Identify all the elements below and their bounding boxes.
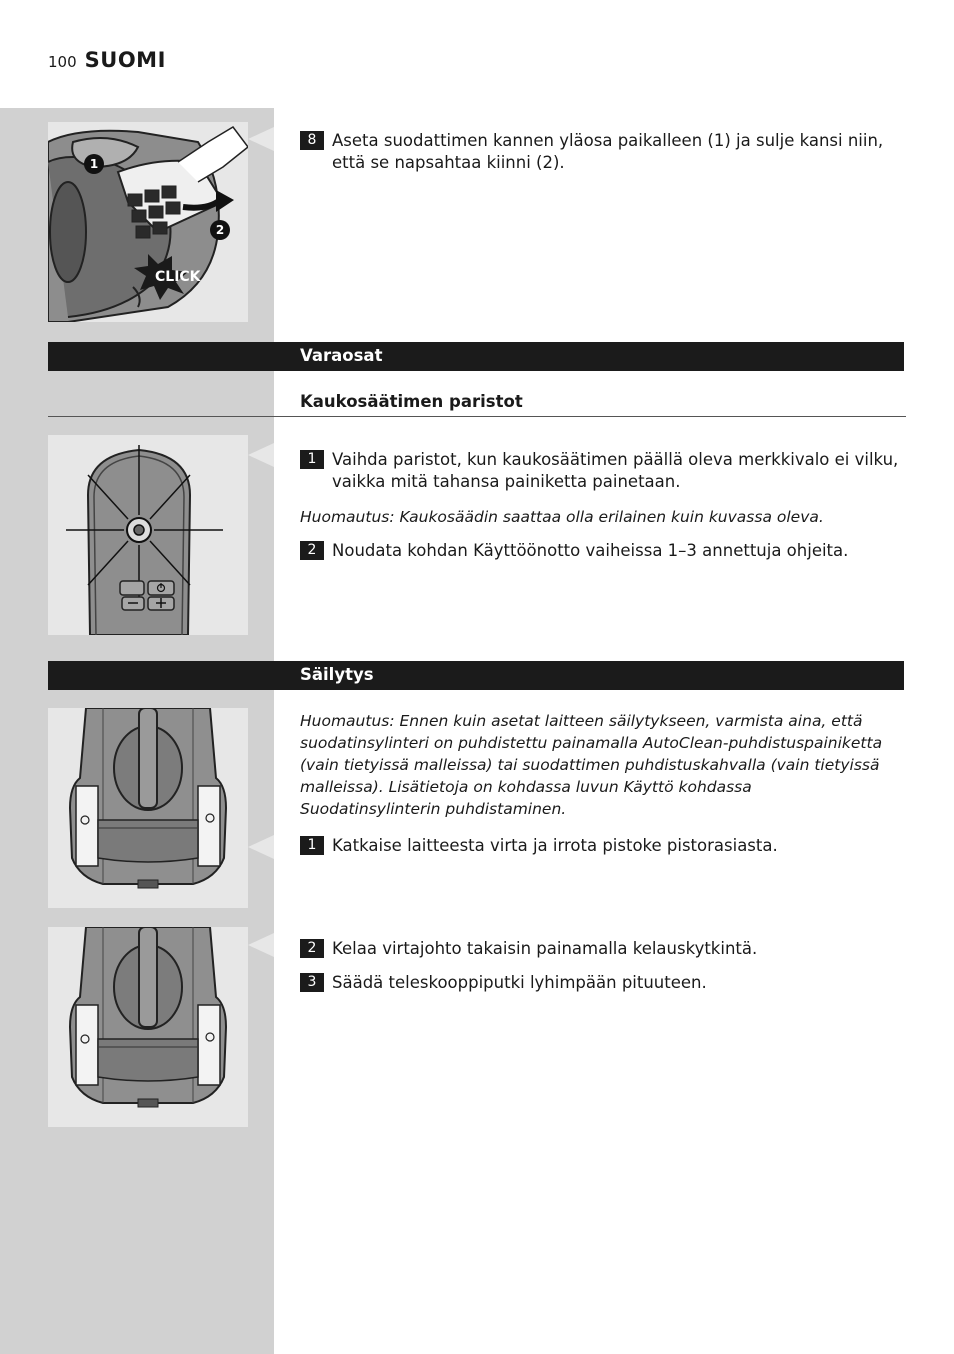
click-label: CLICK <box>155 269 201 285</box>
step-battery-1 <box>300 449 900 493</box>
step-badge-1: 1 <box>84 154 104 174</box>
step-text: Säädä teleskooppiputki lyhimpään pituuteen. <box>332 973 707 992</box>
step-text: Katkaise laitteesta virta ja irrota pistoke pistorasiasta. <box>332 836 778 855</box>
section-header-varaosat <box>48 342 904 371</box>
step-text: Noudata kohdan Käyttöönotto vaiheissa 1–3 annettuja ohjeita. <box>332 541 849 560</box>
page-number: 100 <box>48 53 77 71</box>
remote-control-illustration <box>48 435 248 635</box>
figure-pointer <box>248 933 274 957</box>
step-number: 2 <box>300 939 324 958</box>
step-text: Vaihda paristot, kun kaukosäätimen päällä oleva merkkivalo ei vilku, vaikka mitä tahansa painiketta painetaan. <box>332 450 899 491</box>
page-header <box>48 48 166 72</box>
vacuum-cord-rewind-illustration <box>48 927 248 1127</box>
section-title: Varaosat <box>300 346 383 365</box>
step-number: 1 <box>300 450 324 469</box>
step-8 <box>300 130 900 174</box>
filter-cover-illustration <box>48 122 248 322</box>
step-storage-3 <box>300 972 900 994</box>
language-title: SUOMI <box>84 48 166 72</box>
step-number: 1 <box>300 836 324 855</box>
subheading-rule <box>48 416 906 417</box>
step-storage-1 <box>300 835 900 857</box>
step-text: Aseta suodattimen kannen yläosa paikalleen (1) ja sulje kansi niin, että se napsahtaa kiinni (2). <box>332 131 884 172</box>
figure-pointer <box>248 127 274 151</box>
step-number: 8 <box>300 131 324 150</box>
subheading-battery: Kaukosäätimen paristot <box>300 392 523 411</box>
vacuum-top-view-illustration <box>48 708 248 908</box>
step-badge-2: 2 <box>210 220 230 240</box>
section-header-sailytys <box>48 661 904 690</box>
step-text: Kelaa virtajohto takaisin painamalla kelauskytkintä. <box>332 939 758 958</box>
step-battery-2 <box>300 540 900 562</box>
note-remote: Huomautus: Kaukosäädin saattaa olla erilainen kuin kuvassa oleva. <box>300 508 824 526</box>
section-title: Säilytys <box>300 665 374 684</box>
figure-pointer <box>248 443 274 467</box>
note-storage: Huomautus: Ennen kuin asetat laitteen säilytykseen, varmista aina, että suodatinsylinteri on puhdistettu painamalla AutoClean-puhdistuspainiketta (vain tietyissä malleissa) tai suodattimen puhdistuskahvalla (vain tietyissä malleissa). Lisätietoja on kohdassa luvun Käyttö kohdassa Suodatinsylinterin puhdistaminen. <box>300 712 883 818</box>
step-number: 2 <box>300 541 324 560</box>
step-storage-2 <box>300 938 900 960</box>
figure-pointer <box>248 835 274 859</box>
step-number: 3 <box>300 973 324 992</box>
